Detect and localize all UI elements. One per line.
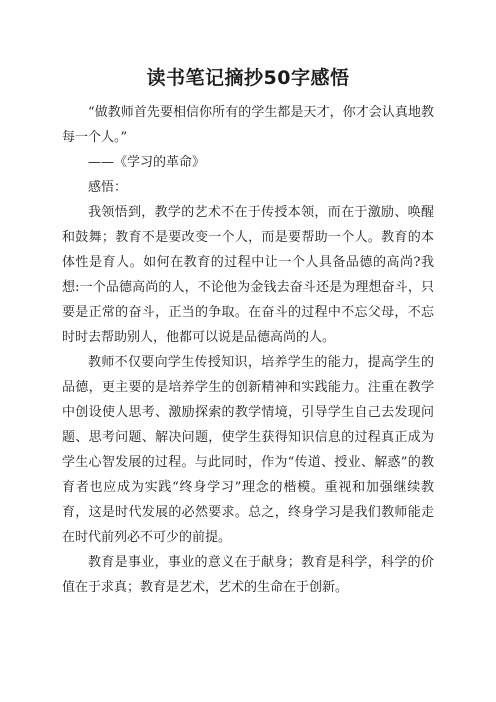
body-paragraph-3: 教育是事业，事业的意义在于献身；教育是科学，科学的价值在于求真；教育是艺术，艺术的生命在于创新。 <box>62 555 434 595</box>
quote-source: ——《学习的革命》 <box>88 155 206 170</box>
document-title: 读书笔记摘抄50字感悟 <box>146 67 350 89</box>
body-paragraph-2: 教师不仅要向学生传授知识，培养学生的能力，提高学生的品德，更主要的是培养学生的创新精神和实践能力。注重在教学中创设使人思考、激励探索的教学情境，引导学生自己去发现问题、思考问题、解决问题，使学生获得知识信息的过程真正成为学生心智发展的过程。与此同时，作为“传道、授业、解惑”的教育者也应成为实践“终身学习”理念的楷模。重视和加强继续教育，这是时代发展的必然要求。总之，终身学习是我们教师能走在时代前列必不可少的前提。 <box>62 355 434 545</box>
document-body <box>62 100 434 600</box>
reflection-label: 感悟： <box>88 180 128 195</box>
body-paragraph-1: 我领悟到，教学的艺术不在于传授本领，而在于激励、唤醒和鼓舞；教育不是要改变一个人，而是要帮助一个人。教育的本体性是育人。如何在教育的过程中让一个人具备品德的高尚?我想:一个品德高尚的人，不论他为金钱去奋斗还是为理想奋斗，只要是正常的奋斗，正当的争取。在奋斗的过程中不忘父母，不忘时时去帮助别人，他都可以说是品德高尚的人。 <box>62 205 434 345</box>
quote-paragraph: “做教师首先要相信你所有的学生都是天才，你才会认真地教每一个人。” <box>62 105 434 145</box>
